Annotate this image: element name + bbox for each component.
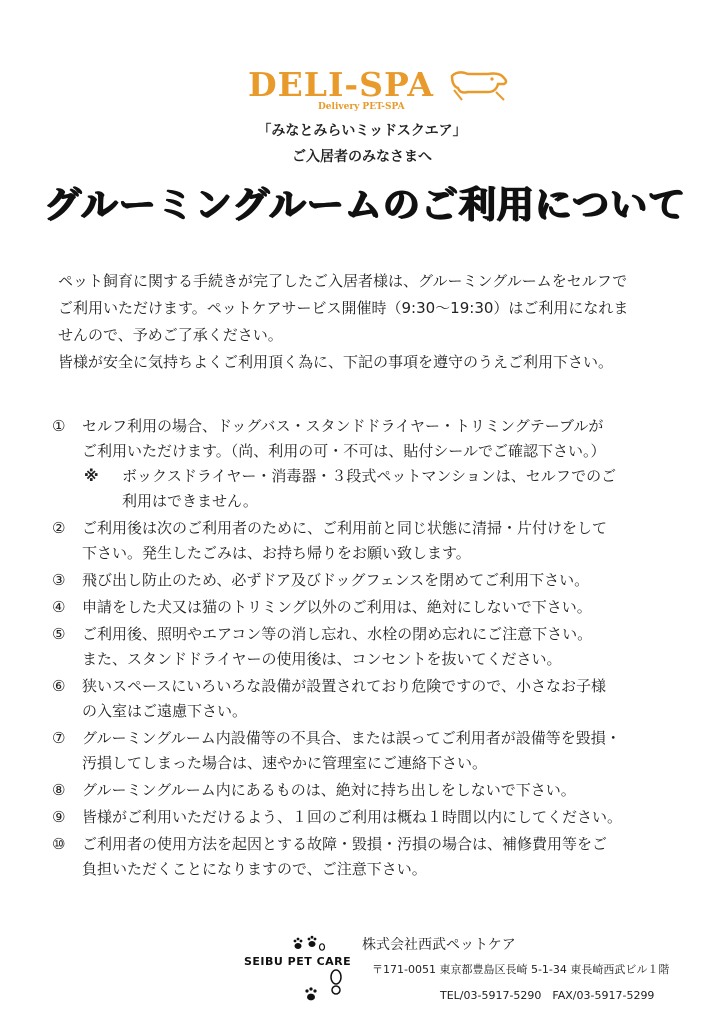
intro-line: ご利用いただけます。ペットケアサービス開催時（9:30〜19:30）はご利用になれま	[58, 299, 629, 317]
rule-item	[52, 726, 692, 776]
page-title: グルーミングルームのご利用について	[43, 183, 687, 226]
rule-line: セルフ利用の場合、ドッグバス・スタンドドライヤー・トリミングテーブルが	[82, 417, 604, 435]
shoe-print-icon	[328, 969, 344, 995]
rule-line: の入室はご遠慮下さい。	[82, 702, 248, 720]
rule-line: ご利用後、照明やエアコン等の消し忘れ、水栓の閉め忘れにご注意下さい。	[82, 625, 593, 643]
rule-number: ⑤	[52, 625, 66, 643]
intro-line: ペット飼育に関する手続きが完了したご入居者様は、グルーミングルームをセルフで	[58, 272, 628, 290]
rule-item	[52, 805, 692, 830]
rule-item	[52, 568, 692, 593]
rule-number: ①	[52, 417, 66, 435]
rule-line: 下さい。発生したごみは、お持ち帰りをお願い致します。	[82, 544, 471, 562]
rule-item	[52, 778, 692, 803]
note-line: ボックスドライヤー・消毒器・３段式ペットマンションは、セルフでのご	[122, 467, 617, 485]
building-name: 「みなとみらいミッドスクエア」	[257, 123, 467, 139]
rule-number: ③	[52, 571, 66, 589]
rule-item	[52, 414, 692, 514]
company-contact: TEL/03-5917-5290 FAX/03-5917-5299	[440, 989, 655, 1002]
greeting: ご入居者のみなさまへ	[292, 149, 432, 165]
rule-line: 汚損してしまった場合は、速やかに管理室にご連絡下さい。	[82, 754, 488, 772]
rule-item	[52, 622, 692, 672]
rule-item	[52, 516, 692, 566]
rule-line: ご利用後は次のご利用者のために、ご利用前と同じ状態に清掃・片付けをして	[82, 519, 608, 537]
rule-number: ⑨	[52, 808, 66, 826]
rule-line: 飛び出し防止のため、必ずドア及びドッグフェンスを閉めてご利用下さい。	[82, 571, 590, 589]
rule-number: ⑦	[52, 729, 66, 747]
rule-line: 負担いただくことになりますので、ご注意下さい。	[82, 860, 427, 878]
rule-number: ②	[52, 519, 66, 537]
company-address: 〒171-0051 東京都豊島区長崎 5-1-34 東長崎西武ビル１階	[372, 963, 670, 976]
rule-number: ⑩	[52, 835, 66, 853]
rule-line: グルーミングルーム内設備等の不具合、または誤ってご利用者が設備等を毀損・	[82, 729, 621, 747]
rule-line: 皆様がご利用いただけるよう、１回のご利用は概ね１時間以内にしてください。	[82, 808, 623, 826]
rule-number: ⑥	[52, 677, 66, 695]
deli-spa-logo	[248, 66, 518, 118]
dog-outline-icon	[448, 68, 510, 102]
note-mark: ※	[84, 467, 99, 485]
rule-line: ご利用いただけます。（尚、利用の可・不可は、貼付シールでご確認下さい。）	[82, 442, 606, 460]
rule-item	[52, 832, 692, 882]
rule-line: また、スタンドドライヤーの使用後は、コンセントを抜いてください。	[82, 650, 562, 668]
rule-line: 申請をした犬又は猫のトリミング以外のご利用は、絶対にしないで下さい。	[82, 598, 592, 616]
rule-note	[80, 464, 692, 514]
intro-line: 皆様が安全に気持ちよくご利用頂く為に、下記の事項を遵守のうえご利用下さい。	[58, 353, 614, 371]
seibu-pet-care-logo	[244, 935, 352, 1013]
note-line: 利用はできません。	[122, 492, 258, 510]
rule-line: 狭いスペースにいろいろな設備が設置されており危険ですので、小さなお子様	[82, 677, 606, 695]
company-name: 株式会社西武ペットケア	[362, 937, 516, 953]
rule-line: ご利用者の使用方法を起因とする故障・毀損・汚損の場合は、補修費用等をご	[82, 835, 608, 853]
rule-item	[52, 595, 692, 620]
footer-brand: SEIBU PET CARE	[244, 955, 352, 968]
paw-print-icon	[302, 985, 320, 1003]
intro-line: せんので、予めご了承ください。	[58, 326, 283, 344]
paw-print-icon	[292, 935, 326, 953]
logo-wordmark: DELI-SPA	[248, 65, 434, 104]
logo-tagline: Delivery PET-SPA	[318, 102, 405, 112]
rule-item	[52, 674, 692, 724]
rule-number: ④	[52, 598, 66, 616]
rule-line: グルーミングルーム内にあるものは、絶対に持ち出しをしないで下さい。	[82, 781, 576, 799]
intro-paragraph	[58, 268, 678, 376]
rules-list	[52, 414, 692, 884]
rule-number: ⑧	[52, 781, 66, 799]
